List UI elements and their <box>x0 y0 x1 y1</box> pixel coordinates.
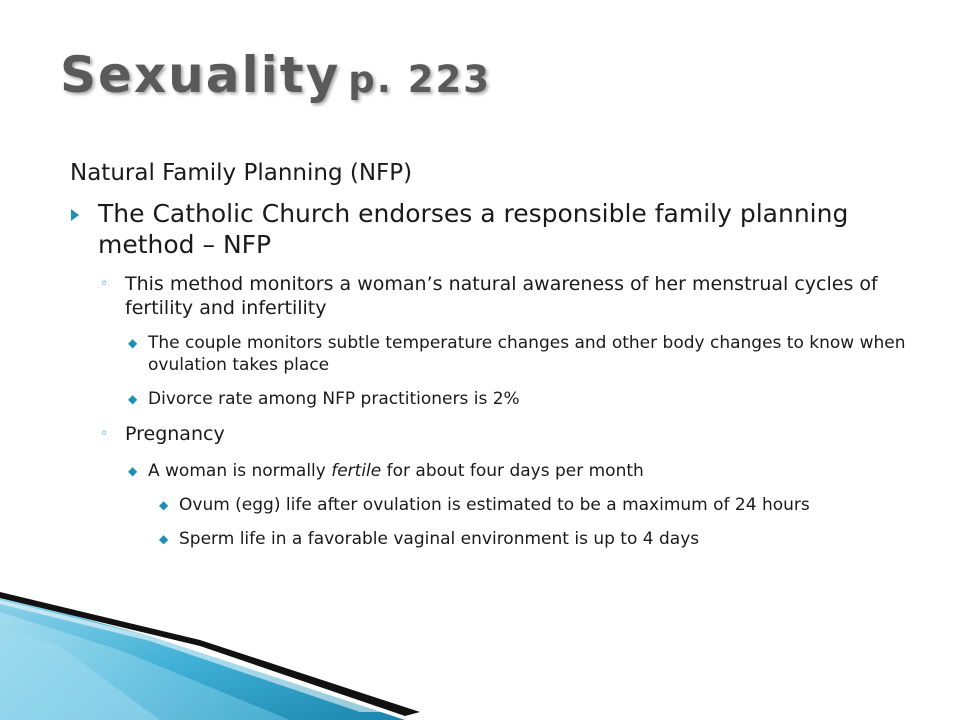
diamond-icon: ◆ <box>128 464 138 478</box>
bullet-emphasis: fertile <box>331 461 382 481</box>
diamond-icon: ◆ <box>159 532 169 546</box>
slide-title <box>60 46 491 104</box>
bullet-text-before: A woman is normally <box>148 461 332 481</box>
bullet-item <box>70 272 920 320</box>
diamond-icon: ◆ <box>159 498 169 512</box>
diamond-icon: ◆ <box>128 336 138 350</box>
title-text: Sexuality <box>60 46 341 104</box>
bullet-text: The couple monitors subtle temperature changes and other body changes to know when ovulation takes place <box>148 333 906 375</box>
bullet-item <box>70 422 920 446</box>
bullet-text: The Catholic Church endorses a responsible family planning method – NFP <box>98 199 849 259</box>
bullet-item <box>70 528 920 550</box>
bullet-text: Divorce rate among NFP practitioners is 2% <box>148 389 520 409</box>
bullet-item <box>70 460 920 482</box>
bullet-text: This method monitors a woman’s natural awareness of her menstrual cycles of fertility and infertility <box>125 273 878 319</box>
bullet-item <box>70 198 920 260</box>
diamond-icon: ◆ <box>128 392 138 406</box>
bullet-text: Sperm life in a favorable vaginal environment is up to 4 days <box>179 529 700 549</box>
ring-icon: ◦ <box>100 426 109 442</box>
bullet-text: Ovum (egg) life after ovulation is estimated to be a maximum of 24 hours <box>179 495 810 515</box>
bullet-item <box>70 332 920 376</box>
triangle-right-icon <box>70 198 80 229</box>
slide-content <box>70 158 920 562</box>
title-page-ref: p. 223 <box>348 58 491 101</box>
bullet-text-after: for about four days per month <box>381 461 644 481</box>
bullet-item <box>70 388 920 410</box>
bullet-text: Pregnancy <box>125 423 225 445</box>
bullet-item <box>70 494 920 516</box>
heading: Natural Family Planning (NFP) <box>70 160 413 186</box>
ring-icon: ◦ <box>100 276 109 292</box>
